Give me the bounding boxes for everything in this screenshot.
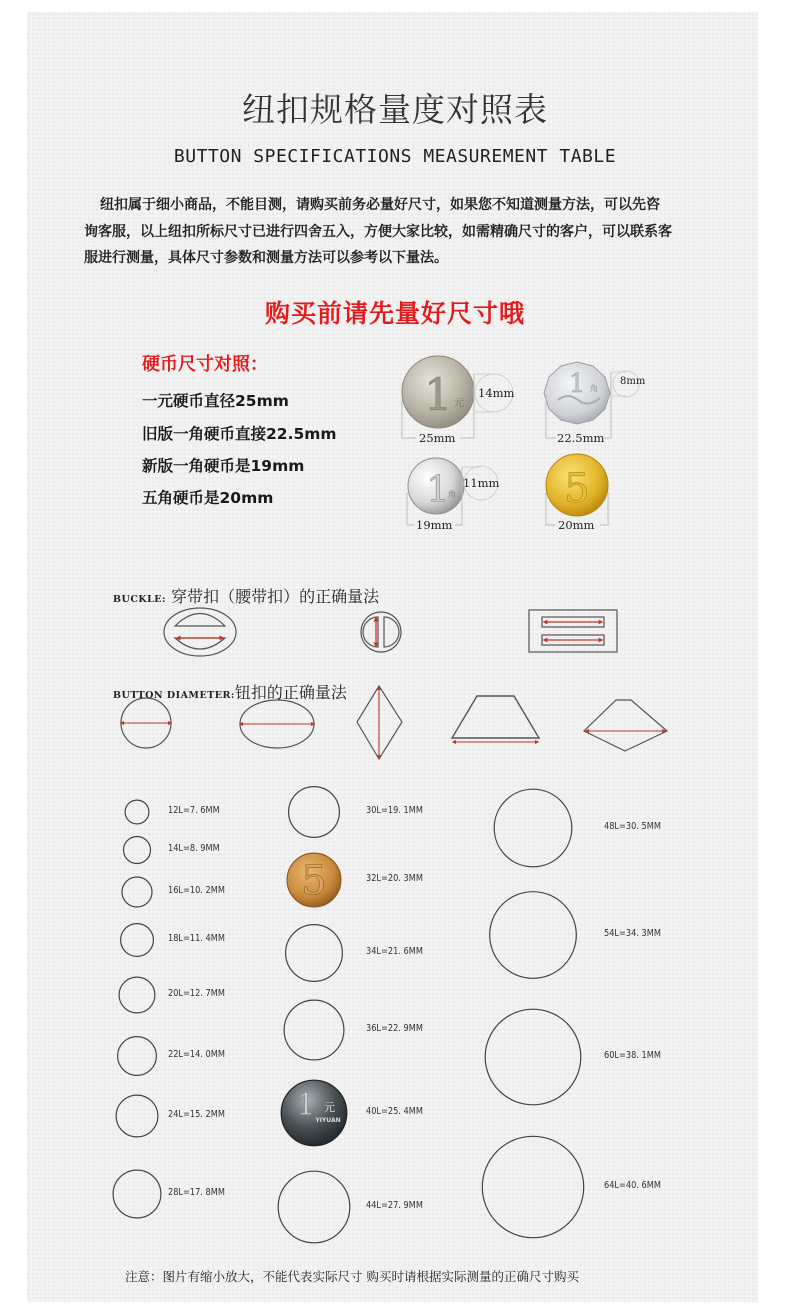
- size-circle: [490, 892, 577, 979]
- size-label: 12L=7. 6MM: [168, 805, 220, 816]
- size-label: 20L=12. 7MM: [168, 988, 225, 999]
- size-label: 32L=20. 3MM: [366, 873, 423, 884]
- size-circle: [482, 1136, 583, 1237]
- coin-old-one-jiao-diameter: 22.5mm: [557, 431, 605, 445]
- buckle-label-en: BUCKLE:: [113, 594, 167, 605]
- size-label: 64L=40. 6MM: [604, 1180, 661, 1191]
- size-item-col1: [122, 877, 152, 907]
- size-label: 36L=22. 9MM: [366, 1023, 423, 1034]
- size-circle: [284, 1000, 344, 1060]
- size-item-col1: [118, 1037, 157, 1076]
- size-circle: [121, 924, 154, 957]
- size-item-col2: [287, 853, 341, 907]
- coin-five-jiao-face: 5: [564, 466, 590, 512]
- coin-one-yuan-face: 1: [424, 370, 452, 421]
- size-label: 28L=17. 8MM: [168, 1187, 225, 1198]
- page-subtitle: BUTTON SPECIFICATIONS MEASUREMENT TABLE: [173, 146, 617, 167]
- size-item-col3: [485, 1009, 581, 1105]
- size-item-col3: [482, 1136, 583, 1237]
- size-item-col1: [121, 924, 154, 957]
- button-label-en: BUTTON DIAMETER:: [113, 690, 235, 701]
- size-circle: [119, 977, 155, 1013]
- size-label: 24L=15. 2MM: [168, 1109, 225, 1120]
- coin-sample-unit: 元: [324, 1101, 335, 1114]
- size-circle: [286, 925, 343, 982]
- size-circle: [278, 1171, 350, 1243]
- size-circle: [124, 837, 151, 864]
- size-item-col1: [125, 800, 149, 824]
- buckle-label-cn: 穿带扣（腰带扣）的正确量法: [171, 587, 380, 606]
- coin-reference-title: 硬币尺寸对照：: [142, 354, 268, 375]
- size-circle: [289, 787, 340, 838]
- coin-new-one-jiao-inset: 11mm: [463, 476, 500, 490]
- size-item-col1: [119, 977, 155, 1013]
- coin-line: 新版一角硬币是19mm: [142, 457, 305, 475]
- footer-note: 注意：图片有缩小放大，不能代表实际尺寸 购买时请根据实际测量的正确尺寸购买: [125, 1269, 579, 1284]
- coin-one-yuan-inset: 14mm: [478, 386, 515, 400]
- coin-one-yuan-diameter: 25mm: [419, 431, 456, 445]
- size-label: 14L=8. 9MM: [168, 843, 220, 854]
- coin-old-one-jiao-unit: 角: [590, 384, 598, 393]
- coin-new-one-jiao-diameter: 19mm: [416, 518, 453, 532]
- coin-line: 一元硬币直径25mm: [142, 392, 289, 410]
- size-label: 48L=30. 5MM: [604, 821, 661, 832]
- size-item-col1: [116, 1095, 158, 1137]
- coin-sample-text: YIYUAN: [315, 1117, 341, 1124]
- button-label-cn: 钮扣的正确量法: [234, 683, 347, 702]
- size-item-col3: [490, 892, 577, 979]
- coin-line: 五角硬币是20mm: [142, 489, 274, 507]
- size-item-col2: [281, 1080, 347, 1146]
- size-circle: [118, 1037, 157, 1076]
- intro-line: 询客服，以上纽扣所标尺寸已进行四舍五入，方便大家比较，如需精确尺寸的客户，可以联系客: [84, 223, 672, 240]
- size-label: 44L=27. 9MM: [366, 1200, 423, 1211]
- size-circle: [125, 800, 149, 824]
- size-label: 54L=34. 3MM: [604, 928, 661, 939]
- intro-line: 纽扣属于细小商品，不能目测，请购买前务必量好尺寸，如果您不知道测量方法，可以先咨: [100, 197, 660, 213]
- size-circle: [485, 1009, 581, 1105]
- size-circle: [494, 789, 572, 867]
- coin-line: 旧版一角硬币直接22.5mm: [142, 425, 337, 443]
- coin-five-jiao-diameter: 20mm: [558, 518, 595, 532]
- size-item-col2: [286, 925, 343, 982]
- coin-new-one-jiao-face: 1: [426, 470, 450, 511]
- size-label: 18L=11. 4MM: [168, 933, 225, 944]
- size-circle: [122, 877, 152, 907]
- size-item-col2: [284, 1000, 344, 1060]
- size-label: 22L=14. 0MM: [168, 1049, 225, 1060]
- coin-one-yuan-unit: 元: [454, 398, 464, 409]
- size-label: 40L=25. 4MM: [366, 1106, 423, 1117]
- size-item-col3: [494, 789, 572, 867]
- coin-sample-face: 5: [301, 858, 327, 904]
- page-title: 纽扣规格量度对照表: [242, 90, 548, 129]
- size-circle: [113, 1170, 161, 1218]
- coin-sample-face: 1: [296, 1088, 316, 1123]
- coin-new-one-jiao-unit: 角: [448, 490, 456, 499]
- size-item-col1: [124, 837, 151, 864]
- size-label: 34L=21. 6MM: [366, 946, 423, 957]
- size-item-col2: [278, 1171, 350, 1243]
- size-label: 60L=38. 1MM: [604, 1050, 661, 1061]
- size-circle: [116, 1095, 158, 1137]
- size-item-col1: [113, 1170, 161, 1218]
- headline: 购买前请先量好尺寸哦: [264, 299, 525, 328]
- coin-old-one-jiao-inset: 8mm: [620, 376, 646, 387]
- coin-old-one-jiao-face: 1: [568, 369, 586, 399]
- size-label: 30L=19. 1MM: [366, 805, 423, 816]
- size-label: 16L=10. 2MM: [168, 885, 225, 896]
- intro-line: 服进行测量，具体尺寸参数和测量方法可以参考以下量法。: [84, 250, 448, 266]
- size-item-col2: [289, 787, 340, 838]
